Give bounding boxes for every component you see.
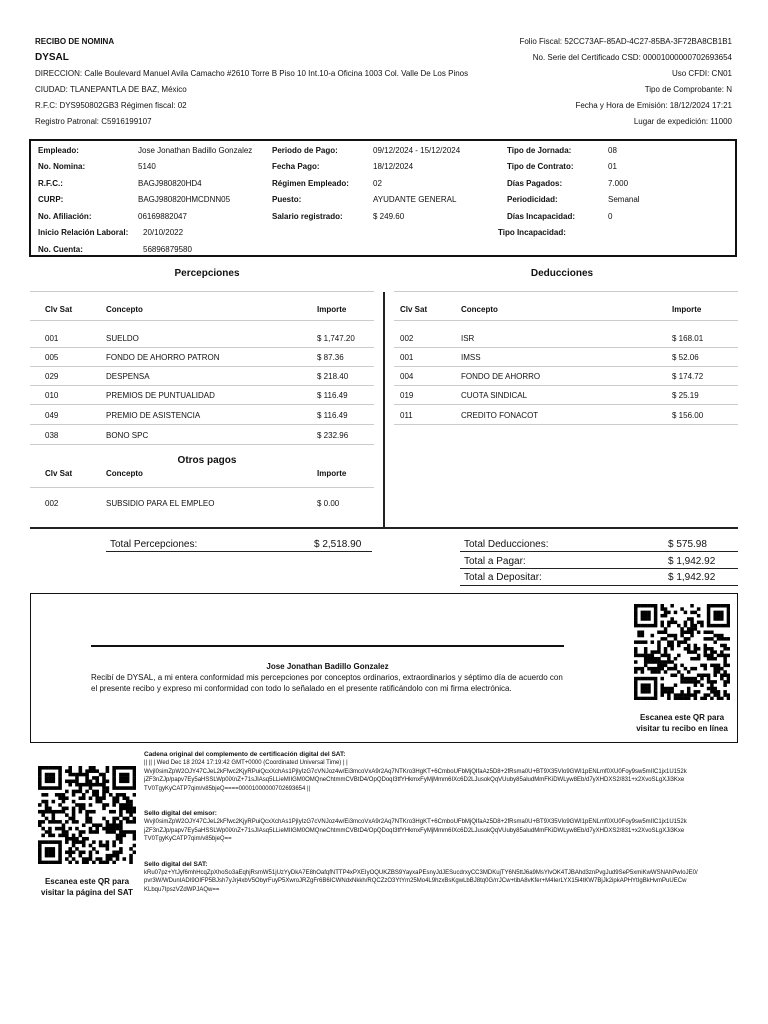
afiliacion-value: 06169882047	[138, 212, 187, 221]
nomina-value: 5140	[138, 162, 156, 171]
sello-sat-title: Sello digital del SAT:	[144, 860, 208, 868]
certificado-serie: No. Serie del Certificado CSD: 00001000000702693654	[532, 53, 732, 62]
company-address: DIRECCION: Calle Boulevard Manuel Avila Camacho #2610 Torre B Piso 10 Int.10-a Oficina 1003 Col. Valle De Los Pinos	[35, 69, 469, 78]
periodicidad-value: Semanal	[608, 195, 640, 204]
folio-fiscal: Folio Fiscal: 52CC73AF-85AD-4C27-85BA-3F72BA8CB1B1	[519, 37, 732, 46]
cadena-line: WvjI0simZpW2OJY47CJeL2kFfwc2KjyRPuiQcxXchAs1PjIyIzG7cVNJoz4w/Ei3mcoVxA9r2Aq7NTKro3HgKT+6CmboUFbMjQIfaAz5D8+2fRsma0U+BT9X35Vlo9GWI1pENLmf0XU0Foy9sw5mIIC1jx1U152k	[144, 768, 687, 775]
perc-row-concepto: PREMIO DE ASISTENCIA	[106, 411, 201, 420]
signer-name: Jose Jonathan Badillo Gonzalez	[266, 662, 389, 671]
tipo-comprobante: Tipo de Comprobante: N	[644, 85, 732, 94]
total-percepciones-value: $ 2,518.90	[314, 539, 362, 550]
ded-row-clv: 019	[400, 391, 414, 400]
inicio-value: 20/10/2022	[143, 228, 184, 237]
ded-row-importe: $ 156.00	[672, 411, 704, 420]
perc-row-importe: $ 218.40	[317, 372, 349, 381]
fechapago-label: Fecha Pago:	[272, 162, 320, 171]
fiscal-block	[519, 34, 732, 130]
ded-row-concepto: ISR	[461, 334, 475, 343]
total-pagar-value: $ 1,942.92	[668, 556, 716, 567]
otros-row-importe: $ 0.00	[317, 499, 340, 508]
receipt-qr-caption-2: visitar tu recibo en línea	[636, 724, 728, 733]
ded-row-importe: $ 168.01	[672, 334, 704, 343]
sat-qr-code[interactable]	[38, 766, 136, 864]
ded-row-importe: $ 25.19	[672, 391, 699, 400]
puesto-label: Puesto:	[272, 195, 302, 204]
afiliacion-label: No. Afiliación:	[38, 212, 92, 221]
ded-head-concepto: Concepto	[461, 305, 498, 314]
sat-seals	[144, 750, 738, 894]
sello-emisor-line: WvjI0simZpW2OJY47CJeL2kFfwc2KjyRPuiQcxXchAs1PjIyIzG7cVNJoz4w/Ei3mcoVxA9r2Aq7NTKro3HgKT+6CmboUFbMjQIfaAz5D8+2fRsma0U+BT9X35Vlo9GWI1pENLmf0XU0Foy9sw5mIIC1jx1U152k	[144, 819, 687, 825]
ded-head-importe: Importe	[672, 305, 702, 314]
nomina-label: No. Nomina:	[38, 162, 86, 171]
perc-row-concepto: PREMIOS DE PUNTUALIDAD	[106, 391, 215, 400]
empleado-value: Jose Jonathan Badillo Gonzalez	[138, 146, 253, 155]
sello-emisor-line: TV0TgyKyCATP7qim/v85bjeQ==	[144, 836, 232, 842]
receipt-qr-caption	[619, 712, 745, 734]
salario-label: Salario registrado:	[272, 212, 343, 221]
ded-row-concepto: FONDO DE AHORRO	[461, 372, 541, 381]
regimen-label: Régimen Empleado:	[272, 179, 349, 188]
perc-row-importe: $ 116.49	[317, 411, 348, 420]
jornada-label: Tipo de Jornada:	[507, 146, 572, 155]
perc-head-importe: Importe	[317, 305, 347, 314]
perc-head-clv: Clv Sat	[45, 305, 73, 314]
deducciones-title: Deducciones	[530, 268, 594, 279]
perc-row-concepto: SUELDO	[106, 334, 139, 343]
company-rfc: R.F.C: DYS950802GB3 Régimen fiscal: 02	[35, 101, 187, 110]
periodicidad-label: Periodicidad:	[507, 195, 558, 204]
ded-row-importe: $ 174.72	[672, 372, 704, 381]
otros-row-concepto: SUBSIDIO PARA EL EMPLEO	[106, 499, 215, 508]
registro-patronal: Registro Patronal: C5916199107	[35, 117, 152, 126]
uso-cfdi: Uso CFDI: CN01	[671, 69, 732, 78]
sello-emisor-line: jZF3nZJp/papv7Ey5aHSSLWp0iXnZ+71sJIAsq5LLieMIIGM0OMQneChtmmCVBtD4/OpQDoqI3tfYHkmxFyMjMmm6IXc6D2LJusokQqVUuby85aludMmFKiDWLyw8Eb/d7yXHDXS2/831+x2XvoSLgXJi3Kxe	[144, 827, 685, 834]
ded-row-concepto: IMSS	[461, 353, 481, 362]
signature-line	[91, 645, 564, 647]
tipo-incapacidad-label: Tipo Incapacidad:	[498, 228, 566, 237]
column-divider	[383, 292, 385, 528]
ded-row-concepto: CREDITO FONACOT	[461, 411, 539, 420]
curp-value: BAGJ980820HMCDNN05	[138, 195, 231, 204]
employee-info-box	[29, 139, 737, 257]
incapacidad-value: 0	[608, 212, 613, 221]
regimen-value: 02	[373, 179, 382, 188]
cuenta-label: No. Cuenta:	[38, 245, 83, 254]
otros-pagos-title: Otros pagos	[177, 455, 237, 466]
perc-row-clv: 001	[45, 334, 59, 343]
dias-label: Días Pagados:	[507, 179, 563, 188]
ded-row-clv: 002	[400, 334, 414, 343]
lugar-expedicion: Lugar de expedición: 11000	[633, 117, 732, 126]
qr-code-image	[38, 766, 136, 864]
contrato-label: Tipo de Contrato:	[507, 162, 574, 171]
receipt-qr-caption-1: Escanea este QR para	[639, 713, 725, 722]
company-name: DYSAL	[35, 52, 69, 63]
total-depositar-label: Total a Depositar:	[464, 572, 542, 583]
table-bottom-rule	[30, 527, 738, 529]
cadena-title: Cadena original del complemento de certificación digital del SAT:	[144, 751, 346, 758]
cadena-line: || || | Wed Dec 18 2024 17:19:42 GMT+0000 (Coordinated Universal Time) | |	[144, 760, 348, 766]
perc-row-clv: 029	[45, 372, 59, 381]
cuenta-value: 56896879580	[143, 245, 192, 254]
cadena-line: TV0TgyKyCATP7qim/v85bjeQ====00001000000702693654 ||	[144, 785, 311, 792]
perc-row-clv: 049	[45, 411, 59, 420]
ded-head-clv: Clv Sat	[400, 305, 428, 314]
sat-qr-caption-1: Escanea este QR para	[44, 877, 130, 886]
ded-row-importe: $ 52.06	[672, 353, 699, 362]
dias-value: 7.000	[608, 179, 629, 188]
perc-row-concepto: BONO SPC	[106, 431, 149, 440]
perc-row-concepto: DESPENSA	[106, 372, 150, 381]
sello-emisor-title: Sello digital del emisor:	[144, 810, 217, 817]
ded-row-clv: 011	[400, 411, 413, 420]
periodo-value: 09/12/2024 - 15/12/2024	[373, 146, 461, 155]
ded-row-clv: 004	[400, 372, 414, 381]
cadena-line: jZF3nZJp/papv7Ey5aHSSLWp0iXnZ+71sJIAsq5LLieMIIGM0OMQneChtmmCVBtD4/OpQDoqI3tfYHkmxFyMjMmm6IXc6D2LJusokQqVUuby85aludMmFKiDWLyw8Eb/d7yXHDXS2/831+x2XvoSLgXJi3Kxe	[144, 777, 685, 783]
curp-label: CURP:	[38, 195, 64, 204]
conformity-line-1: Recibí de DYSAL, a mi entera conformidad mis percepciones por conceptos ordinarios, extraordinarios y séptimo día de acuerdo con	[91, 673, 563, 682]
sello-sat-line: KLbqu7IpszVZdWPJAQw==	[144, 886, 220, 893]
total-pagar-label: Total a Pagar:	[464, 556, 526, 567]
conformity-line-2: el presente recibo y expreso mi conformidad con todo lo señalado en el presente ratificándolo con mi firma electrónica.	[91, 684, 512, 693]
percepciones-title: Percepciones	[174, 268, 240, 279]
periodo-label: Periodo de Pago:	[272, 146, 338, 155]
total-percepciones-label: Total Percepciones:	[110, 539, 198, 550]
perc-row-importe: $ 87.36	[317, 353, 344, 362]
conformity-text	[91, 672, 563, 694]
total-deducciones-value: $ 575.98	[668, 539, 707, 550]
issuer-block	[35, 34, 468, 130]
sat-qr-caption	[30, 876, 144, 898]
sello-sat-line: kRu07pz+YtJyf6mhHcqZpXhoSo3aEqhjRsmW51jUzYyDkA7E8hOafqfNTTP4xPXEIyOQUKZBS9YayxaPEsnyJdJESucdrxyCC3MDKujTY6N5ttJ6a9MsYlvOK4TJBAhd3znPvgJud9SeP5xmiKwWSNAhPwIoJE0/	[144, 869, 698, 876]
otros-head-importe: Importe	[317, 469, 347, 478]
document-title: RECIBO DE NOMINA	[35, 37, 115, 46]
perc-row-importe: $ 116.49	[317, 391, 348, 400]
sat-qr-caption-2: visitar la página del SAT	[41, 888, 133, 897]
perc-row-clv: 005	[45, 353, 59, 362]
rfc-label: R.F.C.:	[38, 179, 63, 188]
perc-row-clv: 010	[45, 391, 59, 400]
sello-sat-line: pvr3W/WDunIADI9OIFP5BJsh7yJrj4xbV5ObyrFuyP5XwroJRZgFr6B6ICWNdxNkkh/RQCZzO3YtYm25Mo4L9hzxBsKgwLbBJ8tq0G/rrJCw+tibA8vKfer+M4IerLYX15i4tKW7BjJk2ipkAPHYtIgBkHvmPuUECw	[144, 878, 687, 884]
otros-head-clv: Clv Sat	[45, 469, 73, 478]
contrato-value: 01	[608, 162, 617, 171]
fecha-emision: Fecha y Hora de Emisión: 18/12/2024 17:21	[575, 101, 732, 110]
perc-head-concepto: Concepto	[106, 305, 143, 314]
receipt-qr-code[interactable]	[634, 604, 730, 700]
fechapago-value: 18/12/2024	[373, 162, 414, 171]
perc-row-concepto: FONDO DE AHORRO PATRON	[106, 353, 220, 362]
rfc-value: BAGJ980820HD4	[138, 179, 202, 188]
ded-row-clv: 001	[400, 353, 414, 362]
ded-row-concepto: CUOTA SINDICAL	[461, 391, 528, 400]
total-deducciones-label: Total Deducciones:	[464, 539, 549, 550]
signature-box	[30, 593, 738, 743]
inicio-label: Inicio Relación Laboral:	[38, 228, 129, 237]
perc-row-clv: 038	[45, 431, 59, 440]
total-depositar-value: $ 1,942.92	[668, 572, 716, 583]
salario-value: $ 249.60	[373, 212, 405, 221]
otros-row-clv: 002	[45, 499, 59, 508]
puesto-value: AYUDANTE GENERAL	[373, 195, 457, 204]
incapacidad-label: Días Incapacidad:	[507, 212, 576, 221]
perc-row-importe: $ 1,747.20	[317, 334, 355, 343]
otros-head-concepto: Concepto	[106, 469, 143, 478]
qr-code-image	[634, 604, 730, 700]
perc-row-importe: $ 232.96	[317, 431, 349, 440]
jornada-value: 08	[608, 146, 617, 155]
company-city: CIUDAD: TLANEPANTLA DE BAZ, México	[35, 85, 187, 94]
empleado-label: Empleado:	[38, 146, 79, 155]
